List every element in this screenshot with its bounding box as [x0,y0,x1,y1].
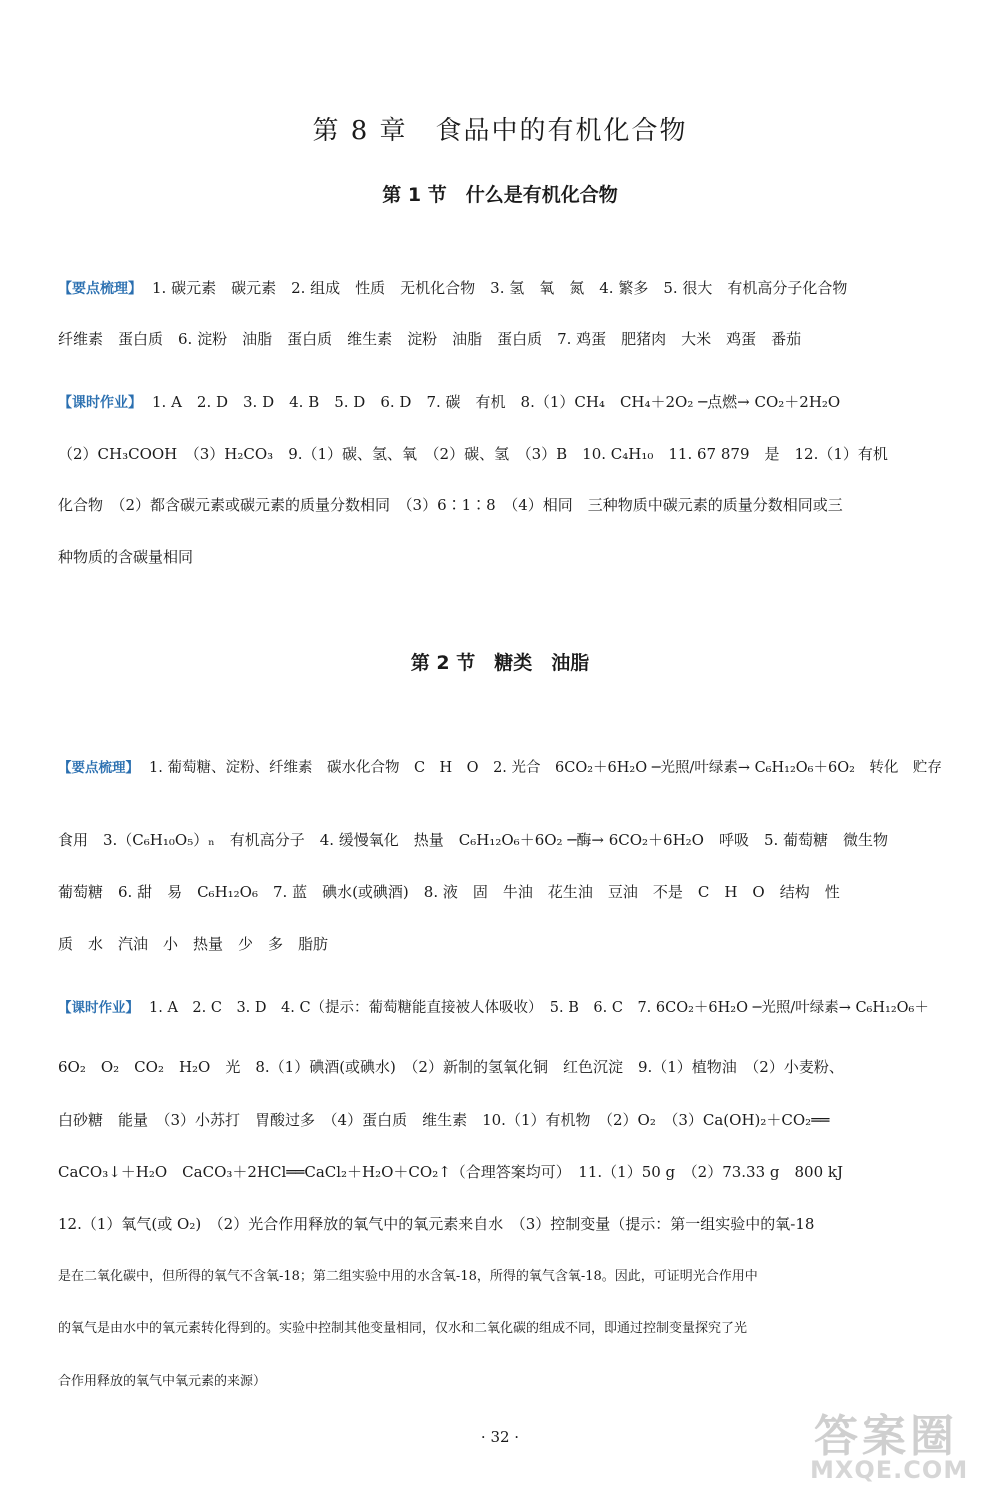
text-line [58,1160,950,1184]
watermark-url: MXQE.COM [810,1456,969,1484]
chapter-title: 第 8 章 食品中的有机化合物 [312,116,688,146]
text-line [58,1370,950,1394]
text-line [58,545,950,569]
line-text: 质 水 汽油 小 热量 少 多 脂肪 [58,935,329,953]
text-line [58,880,950,904]
text-line [58,932,950,956]
text-line [58,1212,950,1236]
line-text: 1. 碳元素 碳元素 2. 组成 性质 无机化合物 3. 氢 氧 氮 4. 繁多 5. 很大 有机高分子化合物 [152,279,848,297]
line-text: （2）CH₃COOH （3）H₂CO₃ 9.（1）碳、氢、氧 （2）碳、氢 （3）B 10. C₄H₁₀ 11. 67 879 是 12.（1）有机 [58,445,888,463]
line-text: 1. A 2. C 3. D 4. C（提示：葡萄糖能直接被人体吸收） 5. B 6. C 7. 6CO₂＋6H₂O ─光照/叶绿素→ C₆H₁₂O₆＋ [149,1000,929,1016]
text-line [58,390,950,415]
line-text: 葡萄糖 6. 甜 易 C₆H₁₂O₆ 7. 蓝 碘水(或碘酒) 8. 液 固 牛油 花生油 豆油 不是 C H O 结构 性 [58,883,840,901]
text-line [58,327,950,351]
line-text: 1. A 2. D 3. D 4. B 5. D 6. D 7. 碳 有机 8.（1）CH₄ CH₄＋2O₂ ─点燃→ CO₂＋2H₂O [152,393,841,411]
line-text: 白砂糖 能量 （3）小苏打 胃酸过多 （4）蛋白质 维生素 10.（1）有机物 （2）O₂ （3）Ca(OH)₂＋CO₂══ [58,1111,830,1129]
text-line [58,276,950,301]
line-text: 纤维素 蛋白质 6. 淀粉 油脂 蛋白质 维生素 淀粉 油脂 蛋白质 7. 鸡蛋 肥猪肉 大米 鸡蛋 番茄 [58,330,802,348]
text-line [58,1055,950,1079]
text-line [58,756,950,780]
section-tag: 【要点梳理】 [58,281,142,297]
text-line [58,828,950,852]
line-text: CaCO₃↓＋H₂O CaCO₃＋2HCl══CaCl₂＋H₂O＋CO₂↑（合理答案均可） 11.（1）50 g （2）73.33 g 800 kJ [58,1163,844,1181]
text-line [58,493,950,517]
text-line [58,1108,950,1132]
section-title: 第 1 节 什么是有机化合物 [382,184,618,206]
page-number: · 32 · [480,1428,520,1446]
section-tag: 【课时作业】 [58,395,142,411]
text-line [58,1317,950,1341]
watermark-logo [806,1400,976,1486]
text-line [58,442,950,466]
line-text: 的氧气是由水中的氧元素转化得到的。实验中控制其他变量相同，仅水和二氧化碳的组成不同，即通过控制变量探究了光 [58,1321,748,1336]
line-text: 化合物 （2）都含碳元素或碳元素的质量分数相同 （3）6∶1∶8 （4）相同 三种物质中碳元素的质量分数相同或三 [58,496,843,514]
text-line [58,1265,950,1289]
section-tag: 【要点梳理】 [58,760,139,776]
line-text: 6O₂ O₂ CO₂ H₂O 光 8.（1）碘酒(或碘水) （2）新制的氢氧化铜 红色沉淀 9.（1）植物油 （2）小麦粉、 [58,1058,844,1076]
line-text: 1. 葡萄糖、淀粉、纤维素 碳水化合物 C H O 2. 光合 6CO₂＋6H₂O ─光照/叶绿素→ C₆H₁₂O₆＋6O₂ 转化 贮存 [149,760,942,776]
section-tag: 【课时作业】 [58,1000,139,1016]
line-text: 食用 3.（C₆H₁₀O₅）ₙ 有机高分子 4. 缓慢氧化 热量 C₆H₁₂O₆＋6O₂ ─酶→ 6CO₂＋6H₂O 呼吸 5. 葡萄糖 微生物 [58,831,889,849]
line-text: 是在二氧化碳中，但所得的氧气不含氧-18；第二组实验中用的水含氧-18，所得的氧气含氧-18。因此，可证明光合作用中 [58,1269,758,1284]
watermark-main: 答案圈 [814,1411,958,1462]
section-title: 第 2 节 糖类 油脂 [410,652,590,674]
text-line [58,996,950,1020]
line-text: 合作用释放的氧气中氧元素的来源） [58,1374,267,1389]
line-text: 12.（1）氧气(或 O₂) （2）光合作用释放的氧气中的氧元素来自水 （3）控制变量（提示：第一组实验中的氧-18 [58,1215,815,1233]
line-text: 种物质的含碳量相同 [58,548,194,566]
